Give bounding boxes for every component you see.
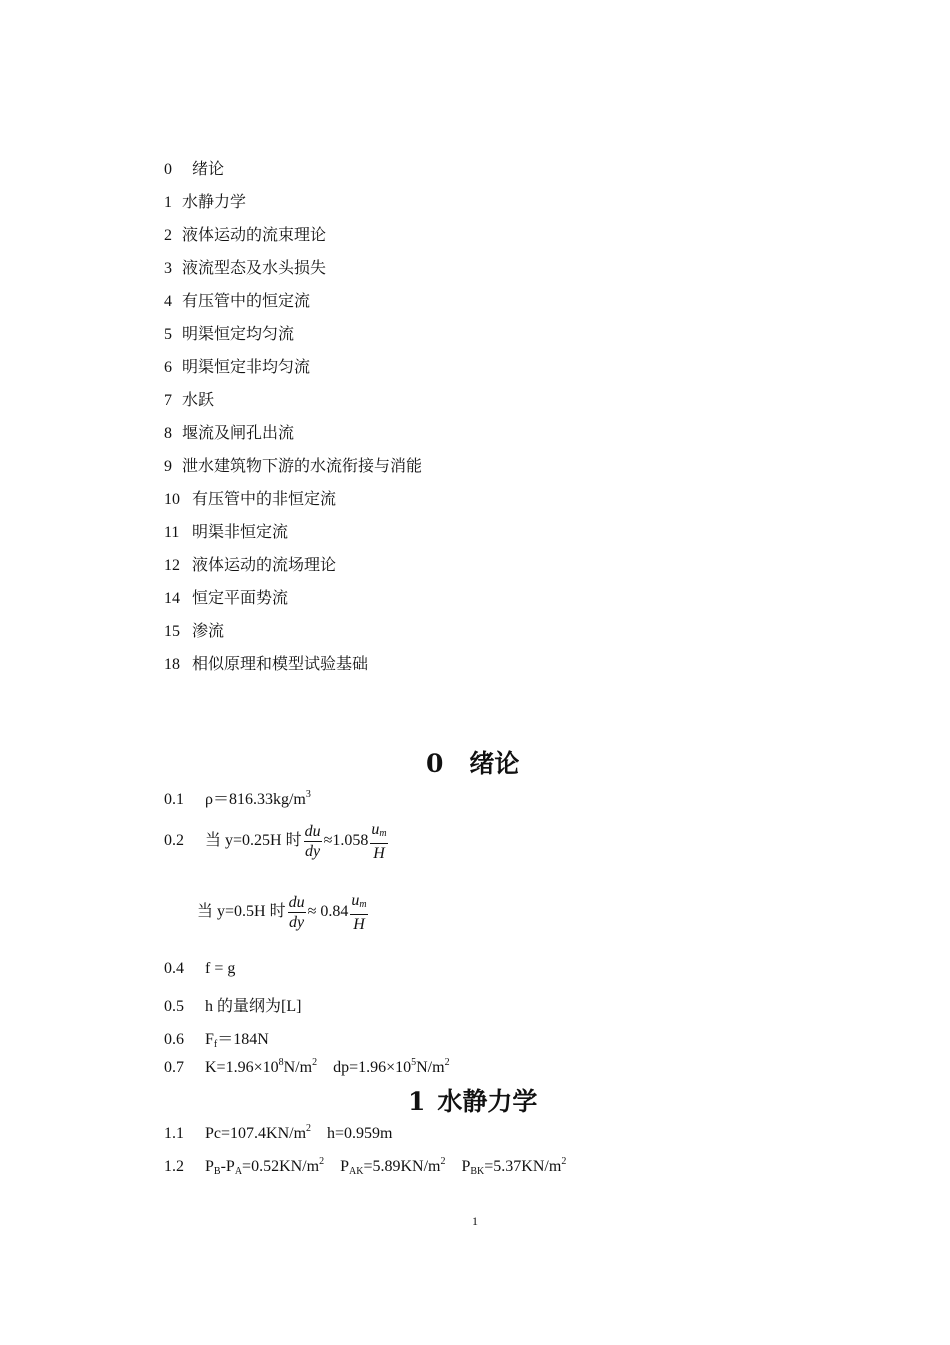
toc-item-title: 液体运动的流束理论 [182,225,327,244]
P-symbol: P [461,1158,471,1175]
toc-item-number: 9 [164,458,172,475]
answer-label: 1.2 [164,1158,184,1175]
toc-item [164,288,422,321]
answer-0-7 [164,1059,450,1077]
answer-0-2 [164,820,390,863]
velocity-fraction [350,891,367,934]
toc-item-title: 明渠非恒定流 [192,522,289,541]
condition-suffix: 时 [285,832,302,850]
answer-label: 0.7 [164,1059,184,1076]
f-subscript: f [213,1039,218,1050]
unit: N/m [283,1059,313,1076]
rho-symbol: ρ [205,791,213,808]
u-symbol: u [371,821,380,838]
pressure-value: =0.52KN/m [242,1158,320,1175]
fraction-denominator: dy [305,843,321,860]
answer-label: 0.5 [164,998,184,1015]
chapter-number: 0 [426,749,444,778]
table-of-contents [164,156,422,684]
toc-item-number: 8 [164,425,172,442]
toc-item-number: 2 [164,227,172,244]
condition: y=0.5H [217,903,266,921]
toc-item-number: 5 [164,326,172,343]
toc-item-title: 水跃 [182,390,215,409]
chapter-1-heading [408,1082,537,1118]
exponent: 2 [306,1123,312,1134]
answer-label: 0.1 [164,791,184,808]
toc-item-title: 明渠恒定均匀流 [182,324,295,343]
toc-item [164,618,422,651]
pressure-value: =5.37KN/m [484,1158,562,1175]
toc-item-number: 6 [164,359,172,376]
chapter-title: 水静力学 [437,1087,538,1116]
answer-0-2-second [197,891,370,934]
answer-label: 0.2 [164,832,184,850]
toc-item [164,255,422,288]
exponent: 3 [305,789,311,800]
page-number: 1 [472,1214,478,1228]
answer-label: 0.4 [164,960,184,977]
toc-item [164,651,422,684]
fraction-denominator: H [373,845,385,862]
toc-item-number: 4 [164,293,172,310]
approx-symbol: ≈ [307,903,317,921]
toc-item-title: 有压管中的恒定流 [182,291,311,310]
condition-prefix: 当 [205,832,222,850]
exponent: 2 [444,1057,450,1068]
P-symbol: P [340,1158,349,1175]
exponent: 2 [319,1156,325,1167]
m-subscript: m [379,828,387,839]
P-symbol: P [205,1158,214,1175]
velocity-fraction [370,820,387,863]
exponent: 8 [278,1057,284,1068]
chapter-title: 绪论 [469,749,520,778]
minus-P: -P [220,1158,235,1175]
answer-0-1 [164,786,311,809]
toc-item-title: 泄水建筑物下游的水流衔接与消能 [182,456,423,475]
answer-label: 0.6 [164,1031,184,1048]
unit: N/m [416,1059,445,1076]
bulk-modulus-value: K=1.96×10 [205,1059,279,1076]
answer-0-6 [164,1026,269,1049]
coefficient: 0.84 [320,903,349,921]
coefficient: 1.058 [332,832,369,850]
chapter-number: 1 [408,1087,426,1116]
subscript: A [234,1166,243,1177]
toc-item-title: 绪论 [192,159,225,178]
approx-symbol: ≈ [323,832,333,850]
answer-value: f = g [205,960,236,977]
toc-item [164,189,422,222]
answer-1-1 [164,1125,393,1143]
exponent: 5 [411,1057,417,1068]
condition-prefix: 当 [197,903,214,921]
fraction-numerator: du [304,823,321,840]
condition: y=0.25H [225,832,282,850]
toc-item-number: 3 [164,260,172,277]
toc-item [164,222,422,255]
toc-item-number: 7 [164,392,172,409]
fraction-denominator: H [353,916,365,933]
fraction-numerator [370,820,387,844]
toc-item [164,453,422,486]
dp-value: dp=1.96×10 [333,1059,412,1076]
toc-item [164,486,422,519]
subscript: B [213,1166,221,1177]
exponent: 2 [440,1156,446,1167]
toc-item-title: 液体运动的流场理论 [192,555,337,574]
toc-item-number: 15 [164,623,180,640]
toc-item-title: 明渠恒定非均匀流 [182,357,311,376]
answer-value: ＝184N [217,1031,269,1048]
toc-item-number: 10 [164,491,180,508]
subscript: AK [348,1166,364,1177]
answer-value: ＝816.33kg/m [212,791,306,808]
toc-item-number: 14 [164,590,180,607]
subscript: BK [470,1166,485,1177]
toc-item [164,354,422,387]
answer-value: 的量纲为[L] [217,998,302,1015]
pressure-value: Pc=107.4KN/m [205,1125,307,1142]
fraction-numerator: du [288,894,305,911]
fraction-numerator [350,891,367,915]
toc-item-title: 有压管中的非恒定流 [192,489,337,508]
answer-0-4 [164,960,235,978]
m-subscript: m [359,899,367,910]
toc-item-number: 0 [164,161,172,178]
height-value: h=0.959m [327,1125,393,1142]
toc-item [164,420,422,453]
pressure-value: =5.89KN/m [363,1158,441,1175]
derivative-fraction [288,893,306,932]
toc-item-number: 1 [164,194,172,211]
toc-item-title: 水静力学 [182,192,247,211]
toc-item [164,585,422,618]
answer-0-5 [164,993,301,1016]
u-symbol: u [351,892,360,909]
toc-item-title: 液流型态及水头损失 [182,258,327,277]
chapter-0-heading [426,744,519,780]
toc-item-title: 恒定平面势流 [192,588,289,607]
h-symbol: h [205,998,213,1015]
condition-suffix: 时 [269,903,286,921]
fraction-denominator: dy [289,914,305,931]
derivative-fraction [304,822,322,861]
toc-item-number: 12 [164,557,180,574]
F-symbol: F [205,1031,214,1048]
toc-item [164,387,422,420]
toc-item [164,156,422,189]
exponent: 2 [312,1057,318,1068]
toc-item [164,321,422,354]
toc-item-title: 相似原理和模型试验基础 [192,654,369,673]
answer-1-2 [164,1158,566,1176]
answer-label: 1.1 [164,1125,184,1142]
toc-item [164,552,422,585]
toc-item-number: 11 [164,524,180,541]
toc-item-title: 堰流及闸孔出流 [182,423,295,442]
toc-item-number: 18 [164,656,180,673]
exponent: 2 [561,1156,567,1167]
toc-item [164,519,422,552]
toc-item-title: 渗流 [192,621,225,640]
